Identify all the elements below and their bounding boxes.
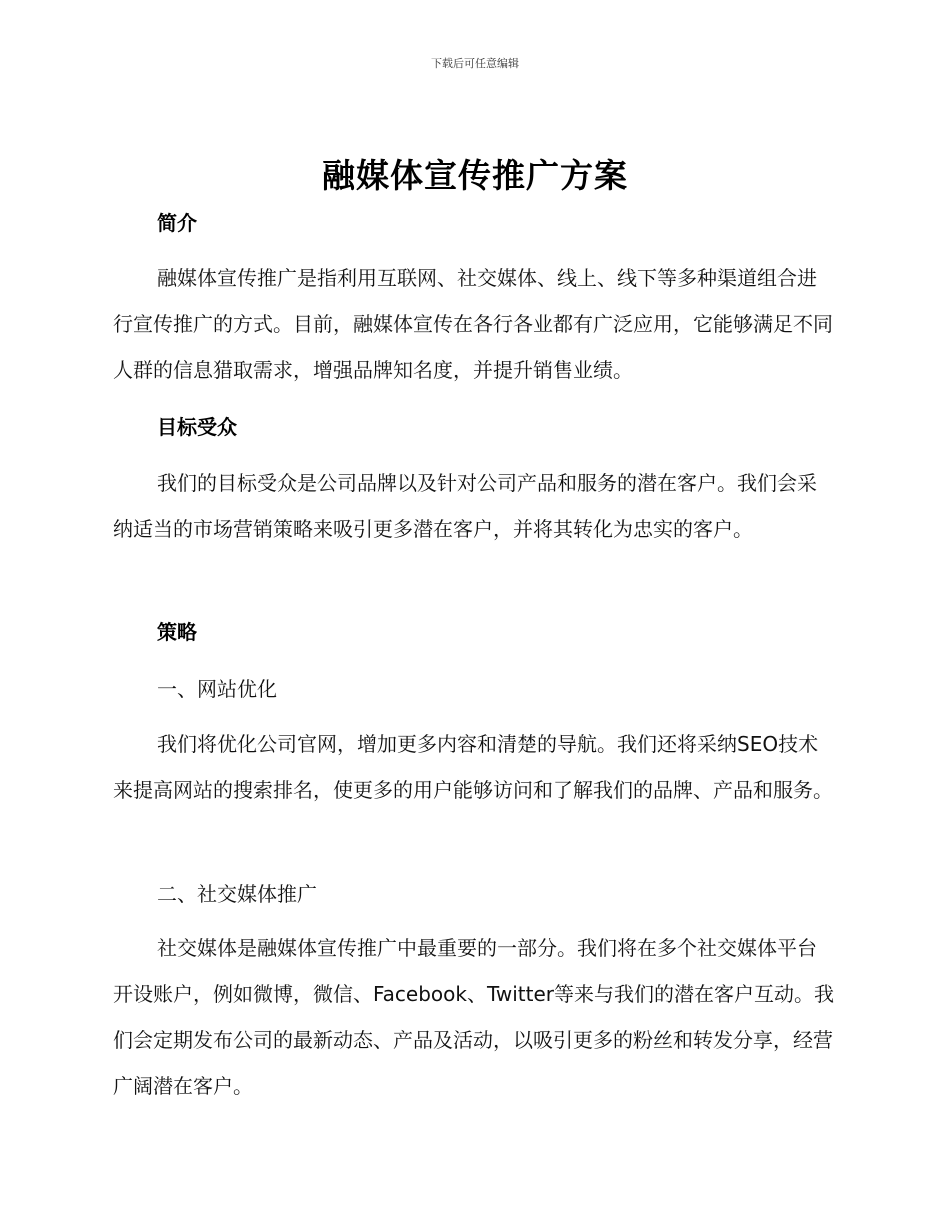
subheading-website-optimization: 一、网站优化 bbox=[157, 677, 277, 701]
paragraph-social-media: 社交媒体是融媒体宣传推广中最重要的一部分。我们将在多个社交媒体平台开设账户，例如微博，微信、Facebook、Twitter等来与我们的潜在客户互动。我们会定期发布公司的最新动态、产品及活动，以吸引更多的粉丝和转发分享，经营广阔潜在客户。 bbox=[113, 936, 835, 1098]
page-title: 融媒体宣传推广方案 bbox=[322, 156, 628, 195]
section-heading-strategy: 策略 bbox=[157, 620, 197, 644]
paragraph-website-optimization: 我们将优化公司官网，增加更多内容和清楚的导航。我们还将采纳SEO技术来提高网站的搜索排名，使更多的用户能够访问和了解我们的品牌、产品和服务。 bbox=[113, 732, 833, 802]
paragraph-audience: 我们的目标受众是公司品牌以及针对公司产品和服务的潜在客户。我们会采纳适当的市场营销策略来吸引更多潜在客户，并将其转化为忠实的客户。 bbox=[113, 471, 817, 541]
section-heading-audience: 目标受众 bbox=[157, 415, 237, 439]
header-note: 下载后可任意编辑 bbox=[431, 57, 519, 70]
section-heading-intro: 简介 bbox=[157, 211, 197, 235]
paragraph-intro: 融媒体宣传推广是指利用互联网、社交媒体、线上、线下等多种渠道组合进行宣传推广的方式。目前，融媒体宣传在各行各业都有广泛应用，它能够满足不同人群的信息猎取需求，增强品牌知名度，并提升销售业绩。 bbox=[113, 266, 833, 382]
subheading-social-media: 二、社交媒体推广 bbox=[157, 882, 317, 906]
